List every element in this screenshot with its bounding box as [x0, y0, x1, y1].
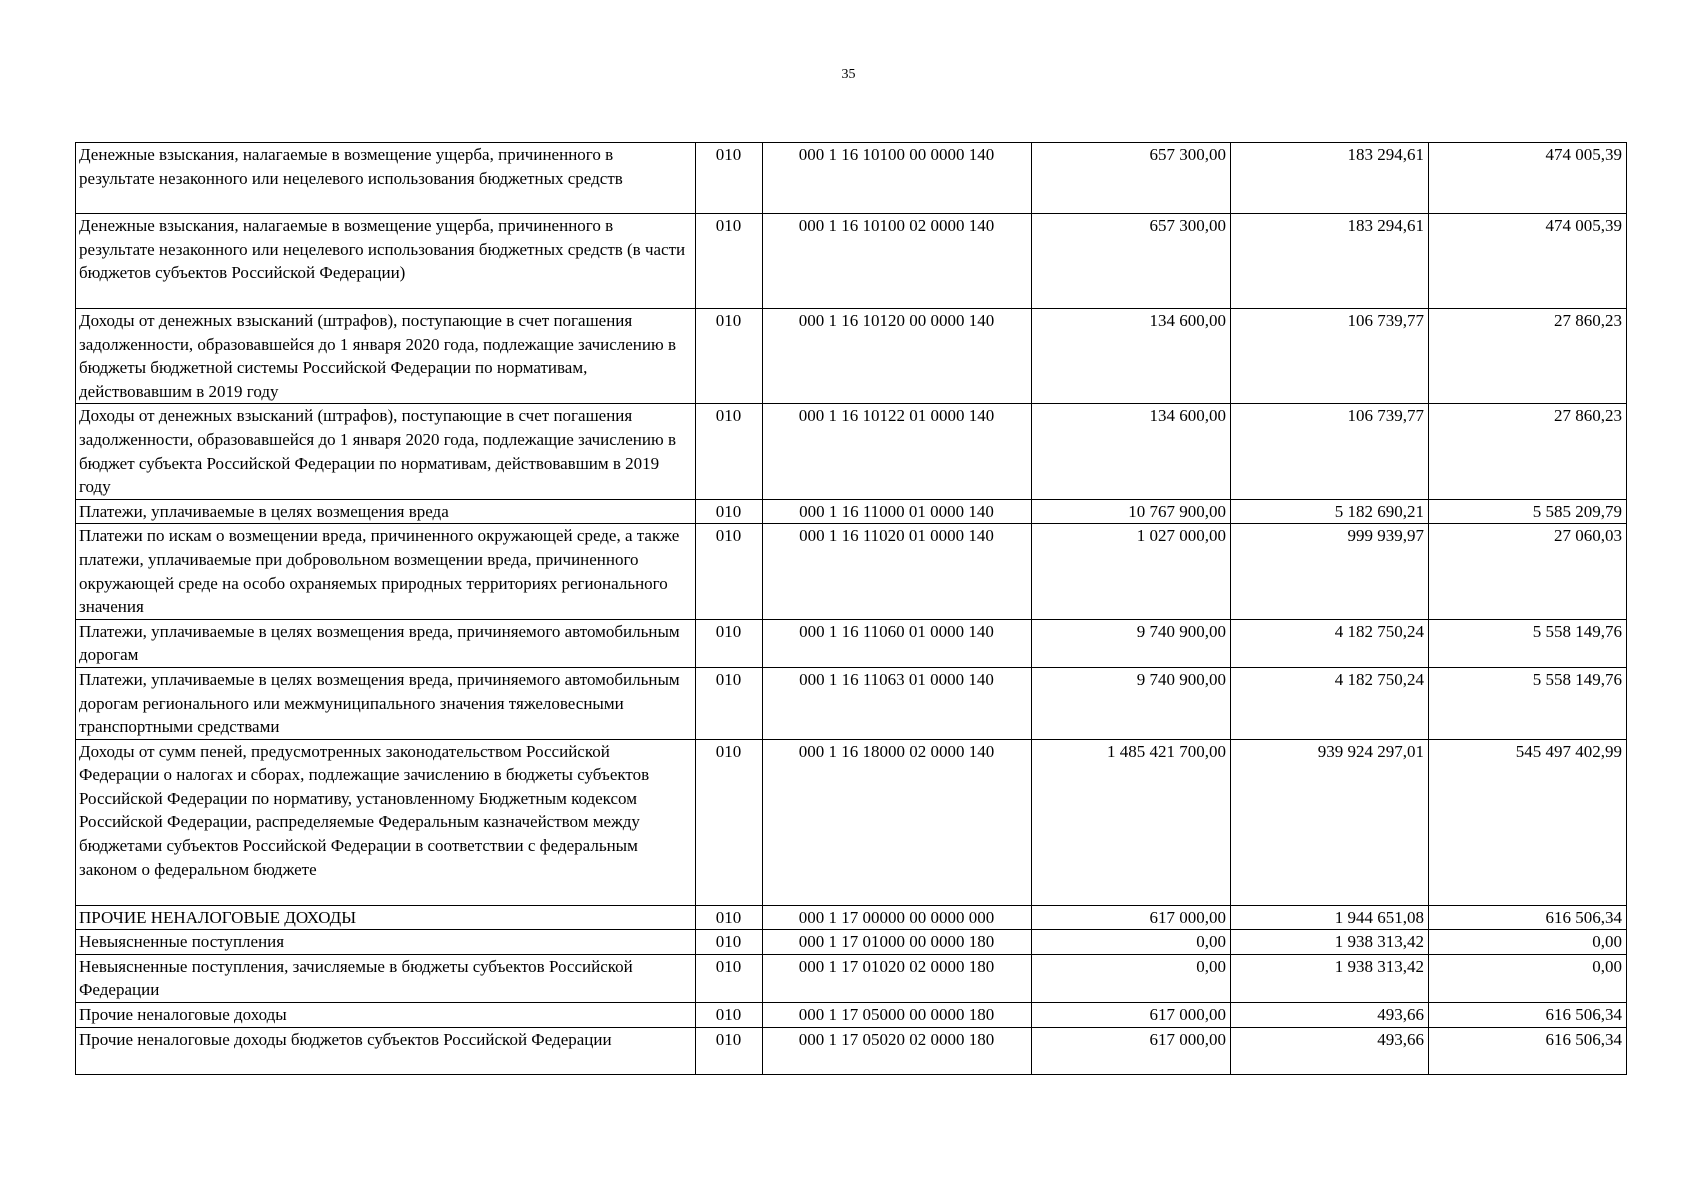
- executed-amount-cell: 1 944 651,08: [1231, 905, 1429, 930]
- revenue-name-cell: Доходы от денежных взысканий (штрафов), поступающие в счет погашения задолженности, образовавшейся до 1 января 2020 года, подлежащие зачислению в бюджет субъекта Российской Федерации по нормативам, действовавшим в 2019 году: [76, 404, 696, 499]
- revenue-name-cell: Денежные взыскания, налагаемые в возмещение ущерба, причиненного в результате незаконного или нецелевого использования бюджетных средств: [76, 143, 696, 214]
- unexecuted-amount-cell: 5 558 149,76: [1429, 667, 1627, 739]
- revenue-name-cell: ПРОЧИЕ НЕНАЛОГОВЫЕ ДОХОДЫ: [76, 905, 696, 930]
- revenue-name-cell: Платежи по искам о возмещении вреда, причиненного окружающей среде, а также платежи, уплачиваемые при добровольном возмещении вреда, причиненного окружающей среде на особо охраняемых природных территориях регионального значения: [76, 524, 696, 619]
- table-row: [76, 143, 1627, 214]
- line-code-cell: 010: [696, 404, 763, 499]
- executed-amount-cell: 183 294,61: [1231, 143, 1429, 214]
- approved-amount-cell: 657 300,00: [1032, 214, 1231, 309]
- budget-code-cell: 000 1 17 01000 00 0000 180: [763, 930, 1032, 955]
- approved-amount-cell: 134 600,00: [1032, 404, 1231, 499]
- revenue-name-cell: Невыясненные поступления, зачисляемые в бюджеты субъектов Российской Федерации: [76, 954, 696, 1002]
- executed-amount-cell: 1 938 313,42: [1231, 954, 1429, 1002]
- revenue-name-cell: Платежи, уплачиваемые в целях возмещения вреда, причиняемого автомобильным дорогам: [76, 619, 696, 667]
- budget-code-cell: 000 1 17 01020 02 0000 180: [763, 954, 1032, 1002]
- table-row: [76, 667, 1627, 739]
- unexecuted-amount-cell: 616 506,34: [1429, 1003, 1627, 1028]
- table-row: [76, 930, 1627, 955]
- unexecuted-amount-cell: 616 506,34: [1429, 1027, 1627, 1074]
- revenue-name-cell: Платежи, уплачиваемые в целях возмещения вреда, причиняемого автомобильным дорогам регионального или межмуниципального значения тяжеловесными транспортными средствами: [76, 667, 696, 739]
- unexecuted-amount-cell: 545 497 402,99: [1429, 739, 1627, 905]
- executed-amount-cell: 999 939,97: [1231, 524, 1429, 619]
- line-code-cell: 010: [696, 930, 763, 955]
- table-row: [76, 739, 1627, 905]
- unexecuted-amount-cell: 474 005,39: [1429, 214, 1627, 309]
- approved-amount-cell: 10 767 900,00: [1032, 499, 1231, 524]
- budget-code-cell: 000 1 16 11063 01 0000 140: [763, 667, 1032, 739]
- table-row: [76, 1027, 1627, 1074]
- executed-amount-cell: 4 182 750,24: [1231, 619, 1429, 667]
- unexecuted-amount-cell: 474 005,39: [1429, 143, 1627, 214]
- page-number: 35: [841, 67, 856, 82]
- table-row: [76, 404, 1627, 499]
- table-row: [76, 524, 1627, 619]
- revenue-name-cell: Платежи, уплачиваемые в целях возмещения вреда: [76, 499, 696, 524]
- line-code-cell: 010: [696, 309, 763, 404]
- executed-amount-cell: 106 739,77: [1231, 309, 1429, 404]
- revenue-name-cell: Прочие неналоговые доходы: [76, 1003, 696, 1028]
- approved-amount-cell: 9 740 900,00: [1032, 667, 1231, 739]
- unexecuted-amount-cell: 0,00: [1429, 930, 1627, 955]
- line-code-cell: 010: [696, 524, 763, 619]
- approved-amount-cell: 617 000,00: [1032, 905, 1231, 930]
- budget-code-cell: 000 1 16 11000 01 0000 140: [763, 499, 1032, 524]
- approved-amount-cell: 0,00: [1032, 954, 1231, 1002]
- line-code-cell: 010: [696, 1027, 763, 1074]
- line-code-cell: 010: [696, 667, 763, 739]
- budget-code-cell: 000 1 16 10120 00 0000 140: [763, 309, 1032, 404]
- unexecuted-amount-cell: 27 060,03: [1429, 524, 1627, 619]
- budget-code-cell: 000 1 16 11020 01 0000 140: [763, 524, 1032, 619]
- unexecuted-amount-cell: 0,00: [1429, 954, 1627, 1002]
- table-row: [76, 954, 1627, 1002]
- revenue-name-cell: Невыясненные поступления: [76, 930, 696, 955]
- executed-amount-cell: 4 182 750,24: [1231, 667, 1429, 739]
- line-code-cell: 010: [696, 905, 763, 930]
- line-code-cell: 010: [696, 954, 763, 1002]
- budget-code-cell: 000 1 16 10100 00 0000 140: [763, 143, 1032, 214]
- budget-code-cell: 000 1 16 18000 02 0000 140: [763, 739, 1032, 905]
- table-row: [76, 619, 1627, 667]
- approved-amount-cell: 1 027 000,00: [1032, 524, 1231, 619]
- approved-amount-cell: 657 300,00: [1032, 143, 1231, 214]
- revenue-name-cell: Доходы от сумм пеней, предусмотренных законодательством Российской Федерации о налогах и сборах, подлежащие зачислению в бюджеты субъектов Российской Федерации по нормативу, установленному Бюджетным кодексом Российской Федерации, распределяемые Федеральным казначейством между бюджетами субъектов Российской Федерации в соответствии с федеральным законом о федеральном бюджете: [76, 739, 696, 905]
- approved-amount-cell: 1 485 421 700,00: [1032, 739, 1231, 905]
- approved-amount-cell: 0,00: [1032, 930, 1231, 955]
- executed-amount-cell: 106 739,77: [1231, 404, 1429, 499]
- line-code-cell: 010: [696, 1003, 763, 1028]
- unexecuted-amount-cell: 5 558 149,76: [1429, 619, 1627, 667]
- unexecuted-amount-cell: 5 585 209,79: [1429, 499, 1627, 524]
- executed-amount-cell: 1 938 313,42: [1231, 930, 1429, 955]
- revenue-name-cell: Денежные взыскания, налагаемые в возмещение ущерба, причиненного в результате незаконного или нецелевого использования бюджетных средств (в части бюджетов субъектов Российской Федерации): [76, 214, 696, 309]
- budget-code-cell: 000 1 17 05000 00 0000 180: [763, 1003, 1032, 1028]
- unexecuted-amount-cell: 616 506,34: [1429, 905, 1627, 930]
- budget-code-cell: 000 1 16 10122 01 0000 140: [763, 404, 1032, 499]
- approved-amount-cell: 9 740 900,00: [1032, 619, 1231, 667]
- executed-amount-cell: 493,66: [1231, 1003, 1429, 1028]
- executed-amount-cell: 5 182 690,21: [1231, 499, 1429, 524]
- revenue-name-cell: Доходы от денежных взысканий (штрафов), поступающие в счет погашения задолженности, образовавшейся до 1 января 2020 года, подлежащие зачислению в бюджеты бюджетной системы Российской Федерации по нормативам, действовавшим в 2019 году: [76, 309, 696, 404]
- executed-amount-cell: 493,66: [1231, 1027, 1429, 1074]
- executed-amount-cell: 183 294,61: [1231, 214, 1429, 309]
- budget-code-cell: 000 1 17 05020 02 0000 180: [763, 1027, 1032, 1074]
- budget-code-cell: 000 1 17 00000 00 0000 000: [763, 905, 1032, 930]
- budget-revenue-table: [75, 142, 1627, 1075]
- approved-amount-cell: 134 600,00: [1032, 309, 1231, 404]
- line-code-cell: 010: [696, 214, 763, 309]
- line-code-cell: 010: [696, 499, 763, 524]
- budget-code-cell: 000 1 16 10100 02 0000 140: [763, 214, 1032, 309]
- budget-code-cell: 000 1 16 11060 01 0000 140: [763, 619, 1032, 667]
- revenue-name-cell: Прочие неналоговые доходы бюджетов субъектов Российской Федерации: [76, 1027, 696, 1074]
- line-code-cell: 010: [696, 619, 763, 667]
- line-code-cell: 010: [696, 739, 763, 905]
- table-row: [76, 1003, 1627, 1028]
- unexecuted-amount-cell: 27 860,23: [1429, 404, 1627, 499]
- approved-amount-cell: 617 000,00: [1032, 1027, 1231, 1074]
- table-row: [76, 499, 1627, 524]
- unexecuted-amount-cell: 27 860,23: [1429, 309, 1627, 404]
- approved-amount-cell: 617 000,00: [1032, 1003, 1231, 1028]
- table-row: [76, 905, 1627, 930]
- line-code-cell: 010: [696, 143, 763, 214]
- executed-amount-cell: 939 924 297,01: [1231, 739, 1429, 905]
- table-row: [76, 309, 1627, 404]
- table-row: [76, 214, 1627, 309]
